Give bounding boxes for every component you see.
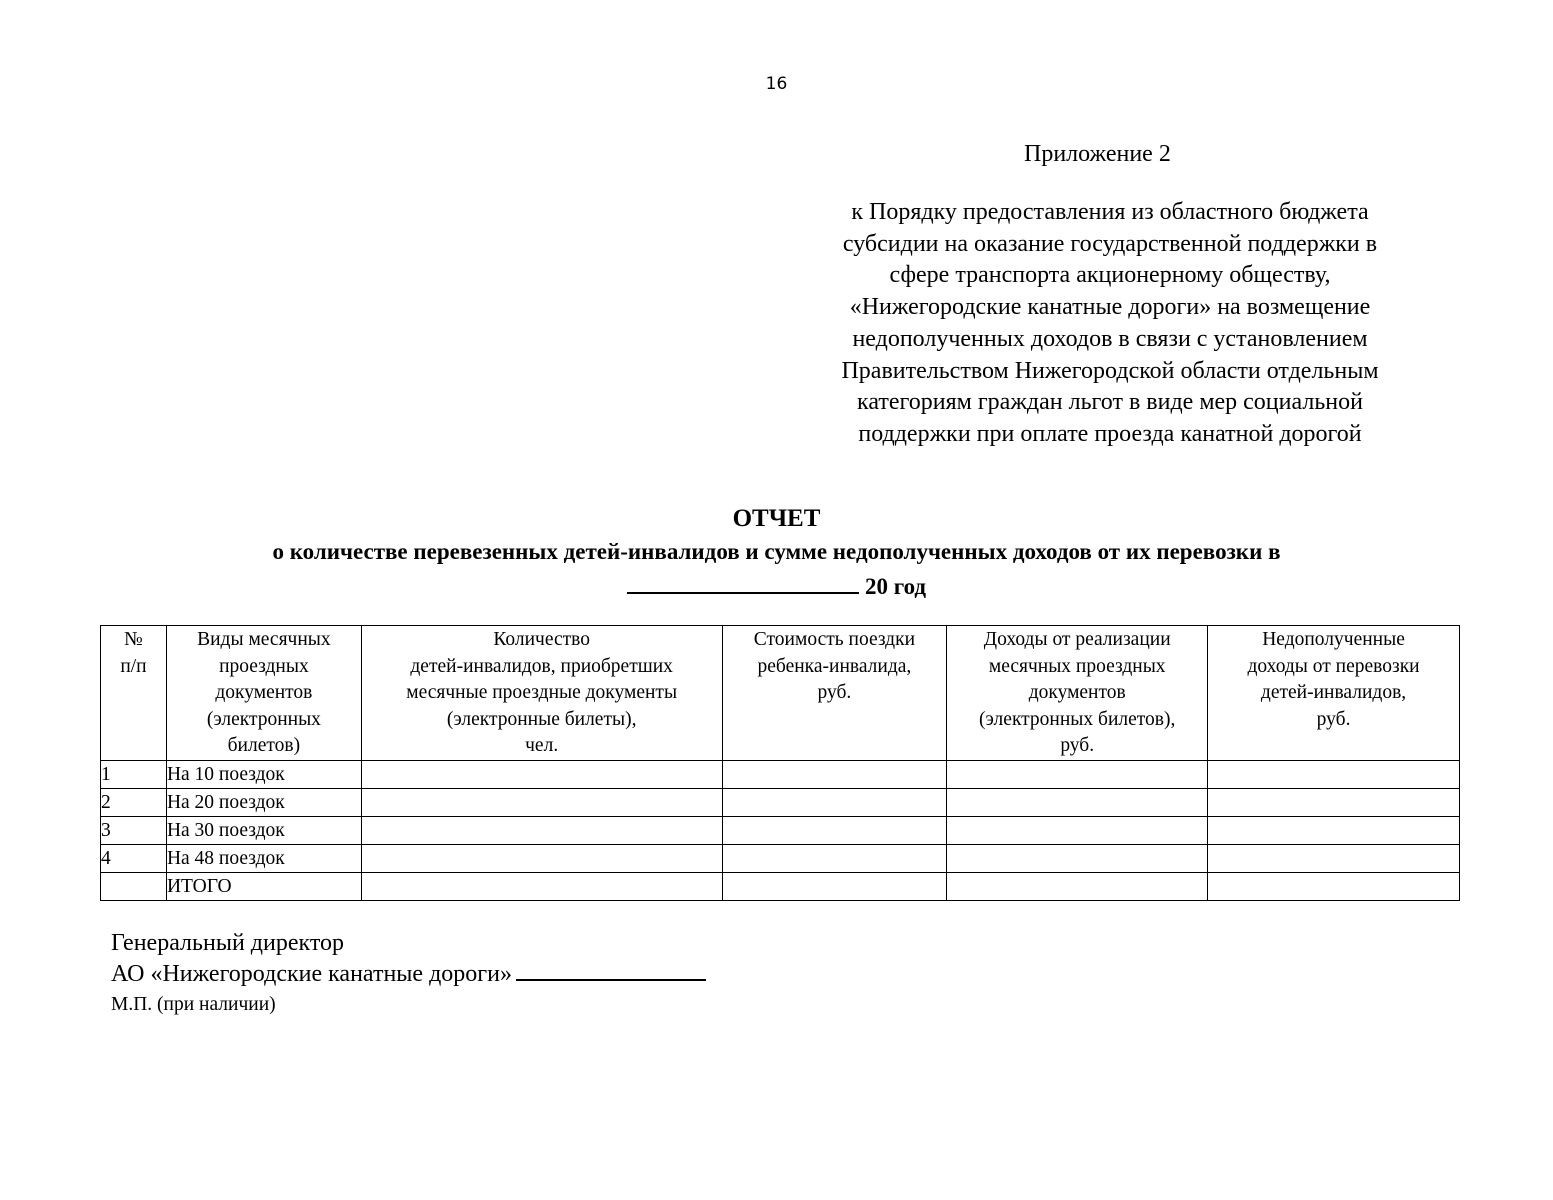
appendix-description — [770, 197, 1450, 451]
header-line: месячные проездные документы — [406, 682, 678, 704]
appendix-line: «Нижегородские канатные дороги» на возмещение — [849, 294, 1371, 321]
table-row — [101, 761, 1460, 789]
row-ticket-type: На 48 поездок — [166, 845, 361, 873]
header-line: п/п — [120, 655, 147, 677]
row-trip-cost[interactable] — [722, 873, 947, 901]
row-number: 2 — [101, 789, 167, 817]
signature-line[interactable] — [516, 959, 706, 981]
header-line: Стоимость поездки — [753, 629, 916, 650]
row-trip-cost[interactable] — [722, 817, 947, 845]
appendix-line: сфере транспорта акционерному обществу, — [889, 262, 1331, 289]
appendix-line: категориям граждан льгот в виде мер социальной — [857, 389, 1363, 416]
header-line: Виды месячных — [197, 629, 331, 650]
header-ticket-type — [166, 626, 361, 761]
header-number — [101, 626, 167, 761]
row-lost-income[interactable] — [1208, 873, 1460, 901]
row-trip-cost[interactable] — [722, 789, 947, 817]
table-row — [101, 789, 1460, 817]
row-children-count[interactable] — [361, 789, 722, 817]
appendix-line: поддержки при оплате проезда канатной дорогой — [858, 420, 1362, 447]
header-line: руб. — [1060, 735, 1095, 757]
row-ticket-type: На 10 поездок — [166, 761, 361, 789]
seal-note: М.П. (при наличии) — [111, 994, 276, 1015]
header-line: Недополученные — [1262, 629, 1405, 650]
table-total-row — [101, 873, 1460, 901]
appendix-label: Приложение 2 — [1024, 141, 1171, 167]
header-line: (электронные билеты), — [446, 708, 637, 730]
row-number: 4 — [101, 845, 167, 873]
header-line: Доходы от реализации — [983, 629, 1171, 650]
header-children-count — [361, 626, 722, 761]
table-row — [101, 817, 1460, 845]
table-row — [101, 845, 1460, 873]
header-trip-cost — [722, 626, 947, 761]
signature-block — [111, 928, 706, 1020]
row-ticket-type: На 30 поездок — [166, 817, 361, 845]
row-sales-income[interactable] — [947, 845, 1208, 873]
header-line: документов — [1028, 682, 1126, 704]
header-line: Количество — [493, 629, 590, 650]
header-line: доходы от перевозки — [1247, 655, 1420, 677]
report-title: ОТЧЕТ — [732, 505, 821, 532]
row-children-count[interactable] — [361, 817, 722, 845]
header-line: детей-инвалидов, — [1260, 682, 1407, 704]
row-sales-income[interactable] — [947, 817, 1208, 845]
header-line: № — [124, 629, 143, 650]
row-lost-income[interactable] — [1208, 789, 1460, 817]
signature-organization-row — [111, 959, 706, 990]
header-line: месячных проездных — [988, 655, 1166, 677]
header-lost-income — [1208, 626, 1460, 761]
header-line: (электронных — [206, 708, 321, 730]
period-blank-line — [627, 570, 859, 594]
appendix-line: к Порядку предоставления из областного бюджета — [851, 199, 1369, 225]
row-lost-income[interactable] — [1208, 845, 1460, 873]
row-sales-income[interactable] — [947, 873, 1208, 901]
row-sales-income[interactable] — [947, 761, 1208, 789]
header-line: документов — [215, 682, 313, 704]
row-trip-cost[interactable] — [722, 761, 947, 789]
report-subtitle: о количестве перевезенных детей-инвалидов и сумме недополученных доходов от их перевозки в — [272, 539, 1281, 564]
row-sales-income[interactable] — [947, 789, 1208, 817]
row-lost-income[interactable] — [1208, 817, 1460, 845]
appendix-line: Правительством Нижегородской области отдельным — [841, 357, 1379, 384]
appendix-line: субсидии на оказание государственной поддержки в — [842, 230, 1378, 257]
report-table — [100, 625, 1460, 901]
period-suffix: 20 год — [864, 574, 927, 599]
signature-organization: АО «Нижегородские канатные дороги» — [111, 961, 512, 987]
header-sales-income — [947, 626, 1208, 761]
row-number: 1 — [101, 761, 167, 789]
row-ticket-type: ИТОГО — [166, 873, 361, 901]
row-lost-income[interactable] — [1208, 761, 1460, 789]
signature-position: Генеральный директор — [111, 930, 345, 956]
header-line: руб. — [817, 682, 852, 704]
row-children-count[interactable] — [361, 873, 722, 901]
row-children-count[interactable] — [361, 845, 722, 873]
row-number — [101, 873, 167, 901]
report-period — [0, 570, 1553, 600]
table-header-row — [101, 626, 1460, 761]
row-ticket-type: На 20 поездок — [166, 789, 361, 817]
appendix-line: недополученных доходов в связи с установлением — [852, 325, 1368, 352]
header-line: билетов) — [227, 735, 301, 757]
page-number: 16 — [765, 74, 788, 94]
header-line: руб. — [1316, 708, 1351, 730]
row-children-count[interactable] — [361, 761, 722, 789]
header-line: ребенка-инвалида, — [757, 655, 912, 677]
header-line: проездных — [219, 655, 309, 677]
header-line: (электронных билетов), — [979, 708, 1176, 730]
row-trip-cost[interactable] — [722, 845, 947, 873]
row-number: 3 — [101, 817, 167, 845]
header-line: чел. — [525, 735, 559, 757]
header-line: детей-инвалидов, приобретших — [410, 655, 673, 677]
